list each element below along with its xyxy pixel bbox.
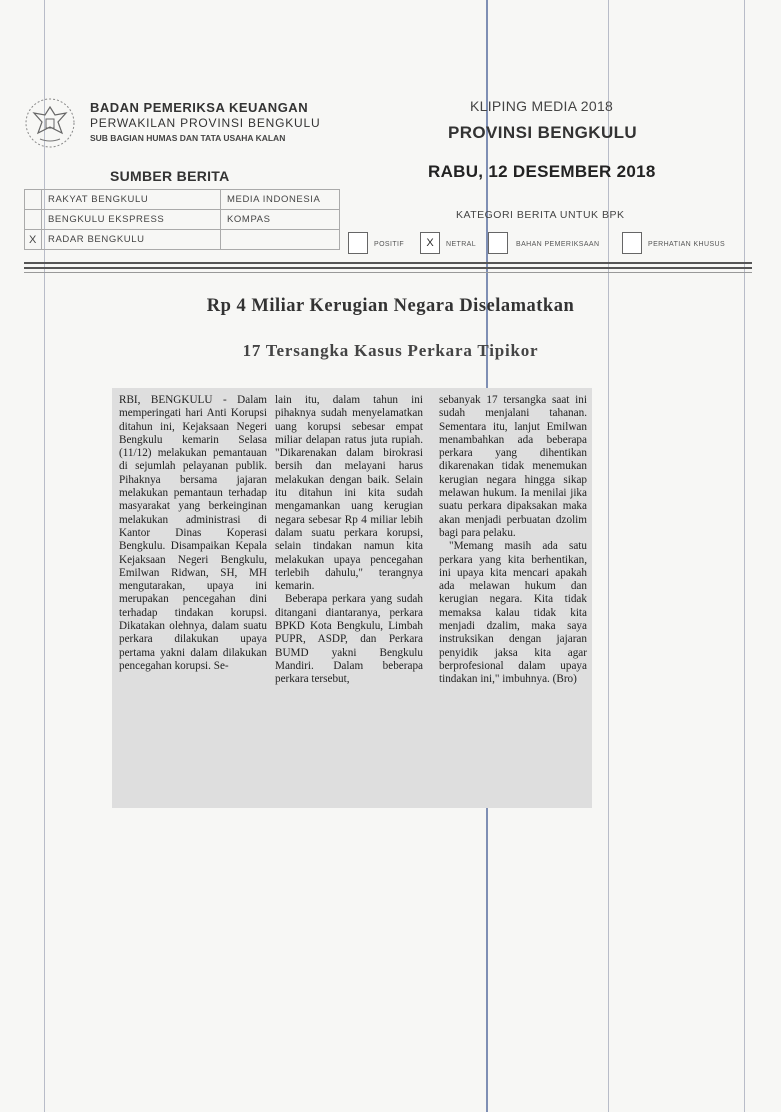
table-row bbox=[25, 190, 340, 210]
province-title: PROVINSI BENGKULU bbox=[448, 123, 638, 142]
checkbox-label: PERHATIAN KHUSUS bbox=[648, 241, 726, 248]
source-name: KOMPAS bbox=[221, 210, 340, 230]
table-row bbox=[25, 230, 340, 250]
source-name: RAKYAT BENGKULU bbox=[42, 190, 221, 210]
article-column-1 bbox=[119, 394, 267, 673]
divider bbox=[24, 272, 752, 273]
article-headline: Rp 4 Miliar Kerugian Negara Diselamatkan bbox=[206, 296, 575, 316]
kliping-title: KLIPING MEDIA 2018 bbox=[470, 98, 614, 114]
checkbox-label: NETRAL bbox=[446, 241, 477, 248]
article-paragraph: "Memang masih ada satu perkara yang kita berhentikan, ini upaya kita mencari apakah ada melawan hukum dan kerugian negara. Kita tidak memaksa kalau tidak kita menjadi dzalim, maka saya instruksikan dengan jajaran penyidik jaksa kita agar berprofesional dalam upaya tindakan ini," imbuhnya. (Bro) bbox=[439, 540, 587, 686]
garuda-emblem-icon bbox=[22, 95, 78, 151]
checkbox-netral[interactable]: X bbox=[420, 232, 440, 254]
article-clipping bbox=[112, 388, 592, 808]
source-name bbox=[221, 230, 340, 250]
org-subdivision: SUB BAGIAN HUMAS DAN TATA USAHA KALAN bbox=[90, 133, 286, 144]
publication-date: RABU, 12 DESEMBER 2018 bbox=[428, 162, 656, 181]
org-name: BADAN PEMERIKSA KEUANGAN bbox=[90, 100, 309, 115]
sumber-berita-title: SUMBER BERITA bbox=[110, 168, 230, 184]
article-paragraph: RBI, BENGKULU - Dalam memperingati hari Anti Korupsi ditahun ini, Kejaksaan Negeri Bengkulu kemarin Selasa (11/12) melakukan pemantauan di sejumlah pelayanan publik. Pihaknya bersama jajaran melakukan pemantaun terhadap masyarakat yang berkeinginan melakukan administrasi di Kantor Dinas Koperasi Bengkulu. Disampaikan Kepala Kejaksaan Negeri Bengkulu, Emilwan Ridwan, SH, MH mengutarakan, upaya ini merupakan pencegahan dini terhadap tindakan korupsi. Dikatakan olehnya, dalam suatu perkara dilakukan upaya pertama yakni dalam dilakukan pencegahan korupsi. Se- bbox=[119, 394, 267, 672]
table-row bbox=[25, 210, 340, 230]
checkbox-label: POSITIF bbox=[374, 241, 405, 248]
source-mark: X bbox=[25, 230, 42, 250]
article-subheadline: 17 Tersangka Kasus Perkara Tipikor bbox=[242, 341, 539, 360]
article-paragraph: sebanyak 17 tersangka saat ini sudah menjalani tahanan. Sementara itu, lanjut Emilwan menambahkan ada beberapa perkara yang dihentikan dikarenakan tidak menemukan kerugian negara hingga sikap melawan hukum. Ia menilai jika suatu perkara dipaksakan maka akan menjadi perbuatan dzolim bagi para pelaku. bbox=[439, 394, 587, 539]
source-mark bbox=[25, 210, 42, 230]
checkbox-bahan-pemeriksaan[interactable] bbox=[488, 232, 508, 254]
checkbox-perhatian-khusus[interactable] bbox=[622, 232, 642, 254]
source-name: MEDIA INDONESIA bbox=[221, 190, 340, 210]
divider bbox=[24, 262, 752, 264]
article-column-2 bbox=[275, 394, 423, 687]
article-paragraph: Beberapa perkara yang sudah ditangani diantaranya, perkara BPKD Kota Bengkulu, Limbah PUPR, ASDP, dan Perkara BUMD yakni Bengkulu Mandiri. Dalam beberapa perkara tersebut, bbox=[275, 593, 423, 686]
article-column-3 bbox=[439, 394, 587, 687]
source-table bbox=[24, 189, 340, 250]
kategori-title: KATEGORI BERITA UNTUK BPK bbox=[456, 209, 625, 221]
checkbox-positif[interactable] bbox=[348, 232, 368, 254]
scan-line bbox=[744, 0, 745, 1112]
scan-line bbox=[44, 0, 45, 1112]
article-paragraph: lain itu, dalam tahun ini pihaknya sudah menyelamatkan uang korupsi sebesar empat miliar delapan ratus juta rupiah. "Dikarenakan dalam birokrasi bersih dan melayani harus melakukan dengan baik. Selain itu ditahun ini kita sudah mengamankan uang kerugian negara sebesar Rp 4 miliar lebih dalam suatu perkara korupsi, selain tindakan namun kita melakukan upaya pencegahan terlebih dahulu," terangnya kemarin. bbox=[275, 394, 423, 593]
source-name: RADAR BENGKULU bbox=[42, 230, 221, 250]
divider bbox=[24, 267, 752, 269]
checkbox-label: BAHAN PEMERIKSAAN bbox=[516, 241, 600, 248]
org-branch: PERWAKILAN PROVINSI BENGKULU bbox=[90, 116, 321, 131]
source-name: BENGKULU EKSPRESS bbox=[42, 210, 221, 230]
source-mark bbox=[25, 190, 42, 210]
organization-block bbox=[90, 100, 320, 144]
kategori-options bbox=[348, 232, 768, 256]
